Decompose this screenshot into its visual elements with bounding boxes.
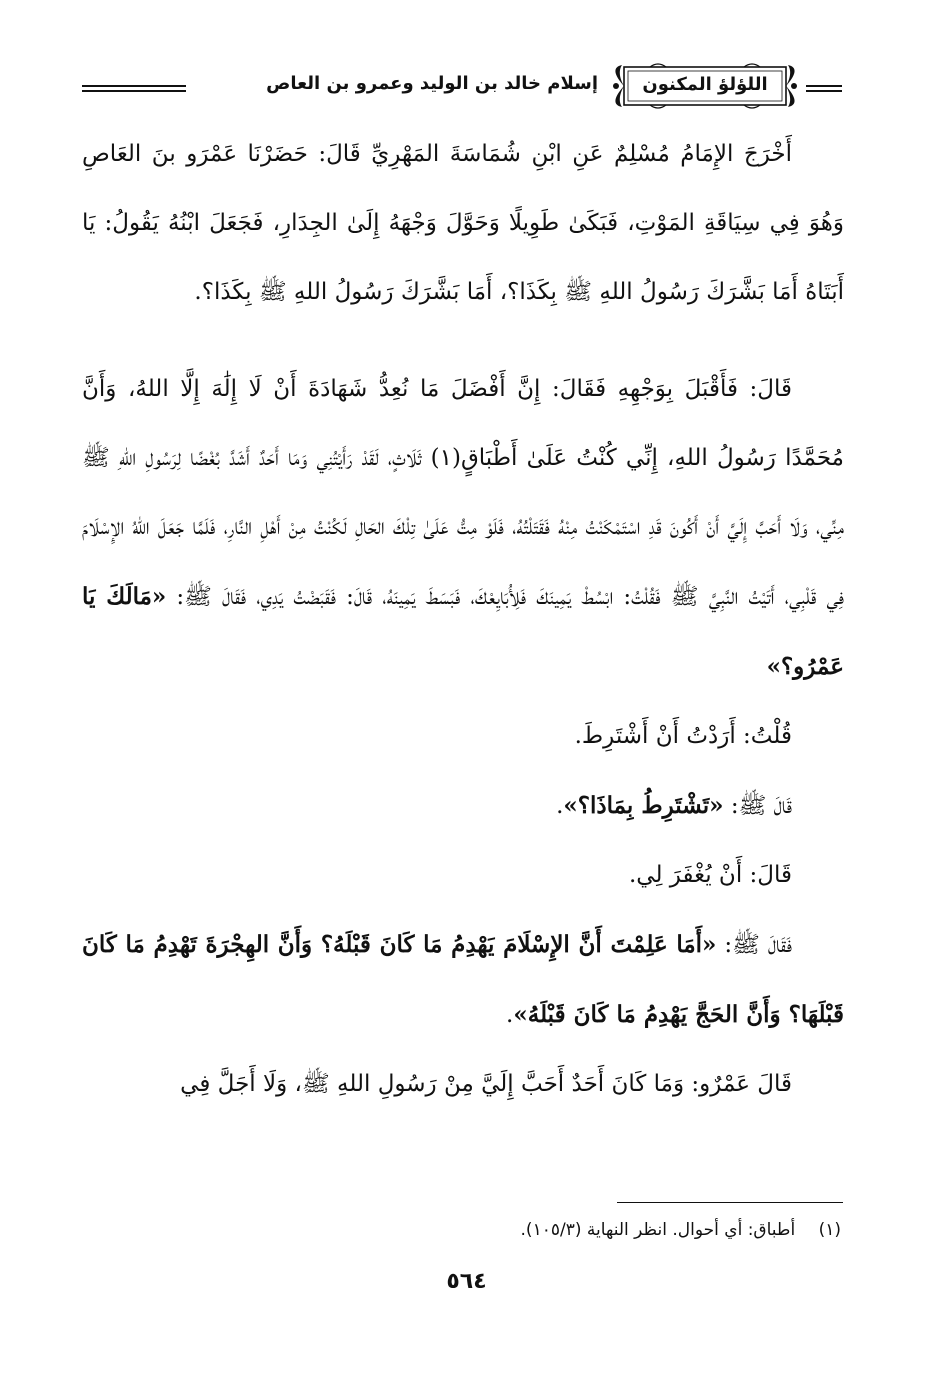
paragraph-7-text: قَالَ عَمْرٌو: وَمَا كَانَ أَحَدٌ أَحَبَّ إِلَيَّ مِنْ رَسُولِ اللهِ ﷺ، وَلَا أَجَلَّ فِي (180, 1071, 792, 1097)
main-text (82, 120, 844, 1119)
paragraph-2-text: قَالَ: فَأَقْبَلَ بِوَجْهِهِ فَقَالَ: إِنَّ أَفْضَلَ مَا نُعِدُّ شَهَادَةَ أَنْ لَا إِلَٰهَ إِلَّا اللهُ، وَأَنَّ مُحَمَّدًا رَسُولُ اللهِ، إِنِّي كُنْتُ عَلَىٰ أَطْبَاقٍ(١) ثَلَاثٍ، لَقَدْ رَأَيْتُنِي وَمَا أَحَدٌ أَشَدَّ بُغْضًا لِرَسُولِ اللهِ ﷺ مِنِّي، وَلَا أَحَبَّ إِلَيَّ أَنْ أَكُونَ قَدِ اسْتَمْكَنْتُ مِنْهُ فَقَتَلْتُهُ، فَلَوْ مِتُّ عَلَىٰ تِلْكَ الحَالِ لَكُنْتُ مِنْ أَهْلِ النَّارِ، فَلَمَّا جَعَلَ اللهُ الإِسْلَامَ فِي قَلْبِي، أَتَيْتُ النَّبِيَّ ﷺ فَقُلْتُ: ابْسُطْ يَمِينَكَ فَلِأُبَايِعْكَ، فَبَسَطَ يَمِينَهُ، قَالَ: فَقَبَضْتُ يَدِي، فَقَالَ ﷺ: (82, 376, 844, 610)
footnote (101, 1216, 841, 1244)
running-header (82, 58, 842, 118)
paragraph-2 (82, 355, 844, 702)
header-rule-left (82, 85, 186, 92)
paragraph-6-end: . (506, 1002, 514, 1028)
paragraph-4-quote: «تَشْتَرِطُ بِمَاذَا؟» (563, 792, 724, 819)
page-number: ٥٦٤ (446, 1269, 487, 1294)
paragraph-3-text: قُلْتُ: أَرَدْتُ أَنْ أَشْتَرِطَ. (574, 723, 792, 749)
paragraph-7 (82, 1050, 844, 1119)
paragraph-6-quote: «أَمَا عَلِمْتَ أَنَّ الإِسْلَامَ يَهْدِمُ مَا كَانَ قَبْلَهُ؟ وَأَنَّ الهِجْرَةَ تَهْدِمُ مَا كَانَ قَبْلَهَا؟ وَأَنَّ الحَجَّ يَهْدِمُ مَا كَانَ قَبْلَهُ» (82, 931, 844, 1028)
paragraph-6 (82, 910, 844, 1050)
chapter-title: إسلام خالد بن الوليد وعمرو بن العاص (266, 73, 598, 94)
paragraph-1 (82, 120, 844, 327)
header-rule-right (806, 85, 842, 92)
footnote-marker: (١) (818, 1220, 841, 1240)
paragraph-2-quote: «مَالَكَ يَا عَمْرُو؟» (82, 583, 844, 680)
paragraph-3 (82, 702, 844, 771)
paragraph-4-text: قَالَ ﷺ: (723, 793, 792, 819)
book-title-cartouche (610, 61, 800, 111)
paragraph-4 (82, 771, 844, 841)
footnote-rule (617, 1202, 843, 1203)
paragraph-5-text: قَالَ: أَنْ يُغْفَرَ لِي. (629, 862, 792, 888)
paragraph-4-end: . (556, 793, 564, 819)
footnote-text: أطباق: أي أحوال. انظر النهاية (١٠٥/٣). (520, 1220, 796, 1240)
paragraph-6-text: فَقَالَ ﷺ: (716, 932, 792, 958)
paragraph-5 (82, 841, 844, 910)
paragraph-1-text: أَخْرَجَ الإِمَامُ مُسْلِمٌ عَنِ ابْنِ شُمَاسَةَ المَهْرِيِّ قَالَ: حَضَرْنَا عَمْرَو بنَ العَاصِ وَهُوَ فِي سِيَاقَةِ المَوْتِ، فَبَكَىٰ طَوِيلًا وَحَوَّلَ وَجْهَهُ إِلَىٰ الجِدَارِ، فَجَعَلَ ابْنُهُ يَقُولُ: يَا أَبَتَاهُ أَمَا بَشَّرَكَ رَسُولُ اللهِ ﷺ بِكَذَا؟، أَمَا بَشَّرَكَ رَسُولُ اللهِ ﷺ بِكَذَا؟. (82, 141, 844, 305)
book-title: اللؤلؤ المكنون (642, 74, 768, 95)
